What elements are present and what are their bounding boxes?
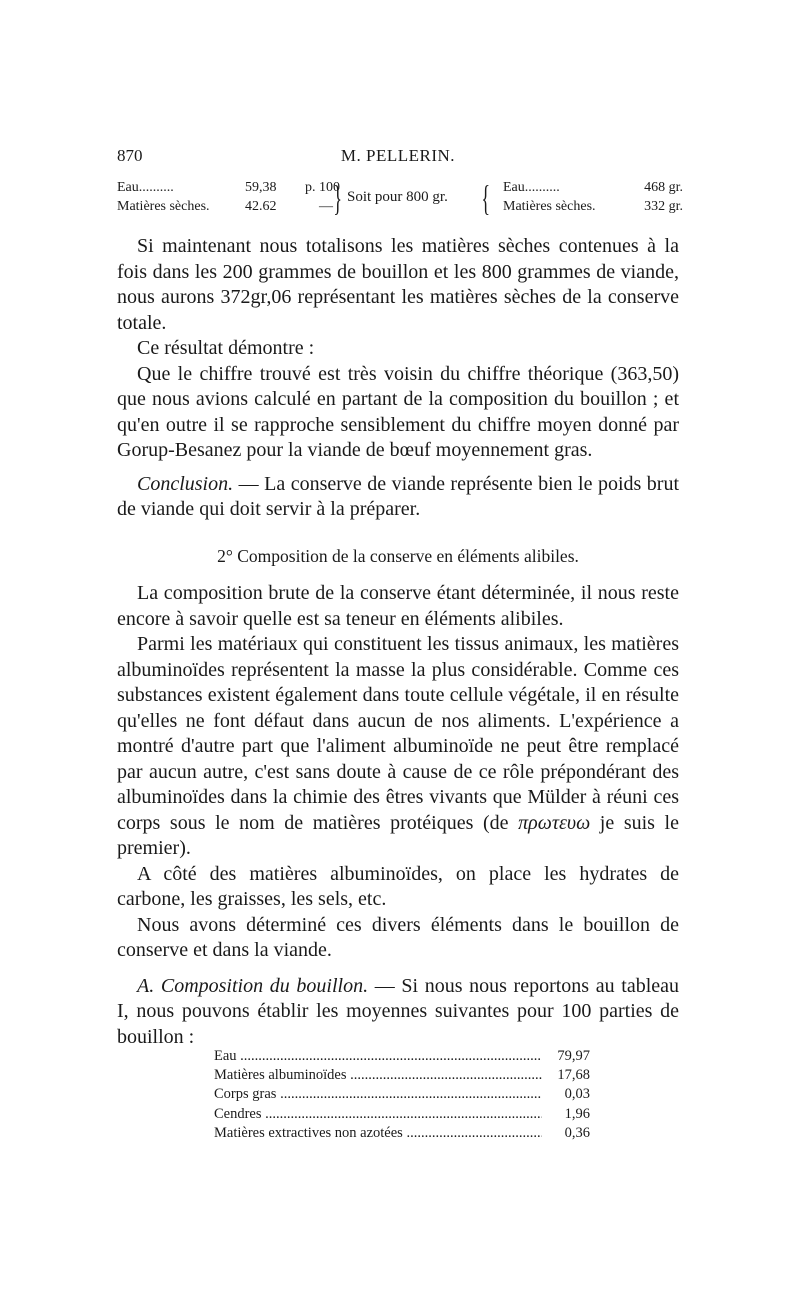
row-label: Corps gras .....	[214, 1085, 542, 1104]
table-row	[214, 1047, 590, 1066]
paragraph-text: — Si nous nous reportons au tableau I, nous pouvons établir les moyennes suivantes pour 100 parties de bouillon :	[117, 974, 680, 1048]
left-brace: }	[333, 178, 342, 218]
summary-value: 42.62	[245, 199, 277, 214]
summary-value: 59,38	[245, 180, 277, 195]
summary-label: Matières sèches.	[117, 199, 210, 214]
paragraph: Que le chiffre trouvé est très voisin du chiffre théorique (363,50) que nous avions calculé en partant de la composition du bouillon ; et qu'en outre il se rapproche sensiblement du chiffre moyen donné par Gorup-Besanez pour la viande de bœuf moyennement gras.	[117, 362, 679, 461]
greek-word: πρωτευω	[518, 811, 591, 834]
dry-matter-summary	[117, 178, 683, 226]
paragraph-text: Parmi les matériaux qui constituent les tissus animaux, les matières albuminoïdes représentent la masse la plus considérable. Comme ces substances existent également dans toute cellule végétale, il en résulte qu'elles ne font défaut dans aucun de nos aliments. L'expérience a montré d'autre part que l'aliment albuminoïde ne peut être remplacé par aucun autre, c'est sans doute à cause de ce rôle prépondérant des albuminoïdes dans la chimie des êtres vivants que Mülder à réuni ces corps sous le nom de matières protéiques (de	[117, 633, 679, 834]
row-label: Cendres .....	[214, 1105, 542, 1124]
summary-right-value: 332 gr.	[644, 199, 683, 214]
paragraph-text: je suis le premier).	[117, 811, 679, 859]
bouillon-paragraph	[117, 974, 679, 1051]
summary-row-water	[117, 178, 340, 197]
paragraph: Nous avons déterminé ces divers éléments dans le bouillon de conserve et dans la viande.	[117, 913, 679, 961]
row-label: Matières albuminoïdes .....	[214, 1066, 542, 1085]
row-label: Matières extractives non azotées .....	[214, 1124, 542, 1143]
conclusion-text: — La conserve de viande représente bien le poids brut de viande qui doit servir à la préparer.	[117, 472, 679, 520]
page-header	[117, 146, 679, 170]
body-text-lower	[117, 581, 679, 1050]
row-value: 1,96	[564, 1105, 590, 1122]
row-label: Eau .....	[214, 1047, 542, 1066]
paragraph: La composition brute de la conserve étant déterminée, il nous reste encore à savoir quelle est sa teneur en éléments alibiles.	[117, 582, 679, 630]
row-value: 17,68	[557, 1067, 590, 1084]
paragraph: A côté des matières albuminoïdes, on place les hydrates de carbone, les graisses, les sels, etc.	[117, 862, 679, 910]
summary-row-dry-matter	[117, 197, 333, 216]
conclusion-lead: Conclusion.	[137, 472, 234, 495]
bouillon-composition-table	[214, 1047, 590, 1143]
section-title: 2° Composition de la conserve en éléments alibiles.	[217, 546, 579, 566]
section-lead: A. Composition du bouillon.	[137, 974, 369, 997]
page-number: 870	[117, 146, 143, 165]
running-head: M. PELLERIN.	[340, 146, 456, 165]
conclusion-paragraph	[117, 472, 679, 523]
table-row	[214, 1124, 590, 1143]
right-brace: {	[481, 178, 490, 218]
summary-right-label: Matières sèches.	[503, 199, 596, 214]
summary-right-label: Eau..........	[503, 180, 560, 195]
proteins-paragraph	[117, 632, 679, 862]
summary-right-row-dry-matter	[503, 197, 683, 216]
row-value: 0,03	[564, 1086, 590, 1103]
table-row	[214, 1105, 590, 1124]
summary-label: Eau..........	[117, 180, 174, 195]
summary-right-value: 468 gr.	[644, 180, 683, 195]
paragraph: Si maintenant nous totalisons les matières sèches contenues à la fois dans les 200 grammes de bouillon et les 800 grammes de viande, nous aurons 372gr,06 représentant les matières sèches de la conserve totale.	[117, 235, 679, 334]
row-value: 0,36	[564, 1124, 590, 1141]
summary-unit: p. 100	[305, 180, 340, 195]
table-row	[214, 1085, 590, 1104]
summary-right-row-water	[503, 178, 683, 197]
summary-unit: —	[319, 199, 333, 214]
body-text-upper	[117, 234, 679, 523]
paragraph: Ce résultat démontre :	[137, 337, 315, 359]
row-value: 79,97	[557, 1048, 590, 1064]
summary-middle-text: Soit pour 800 gr.	[347, 189, 448, 205]
table-row	[214, 1066, 590, 1085]
